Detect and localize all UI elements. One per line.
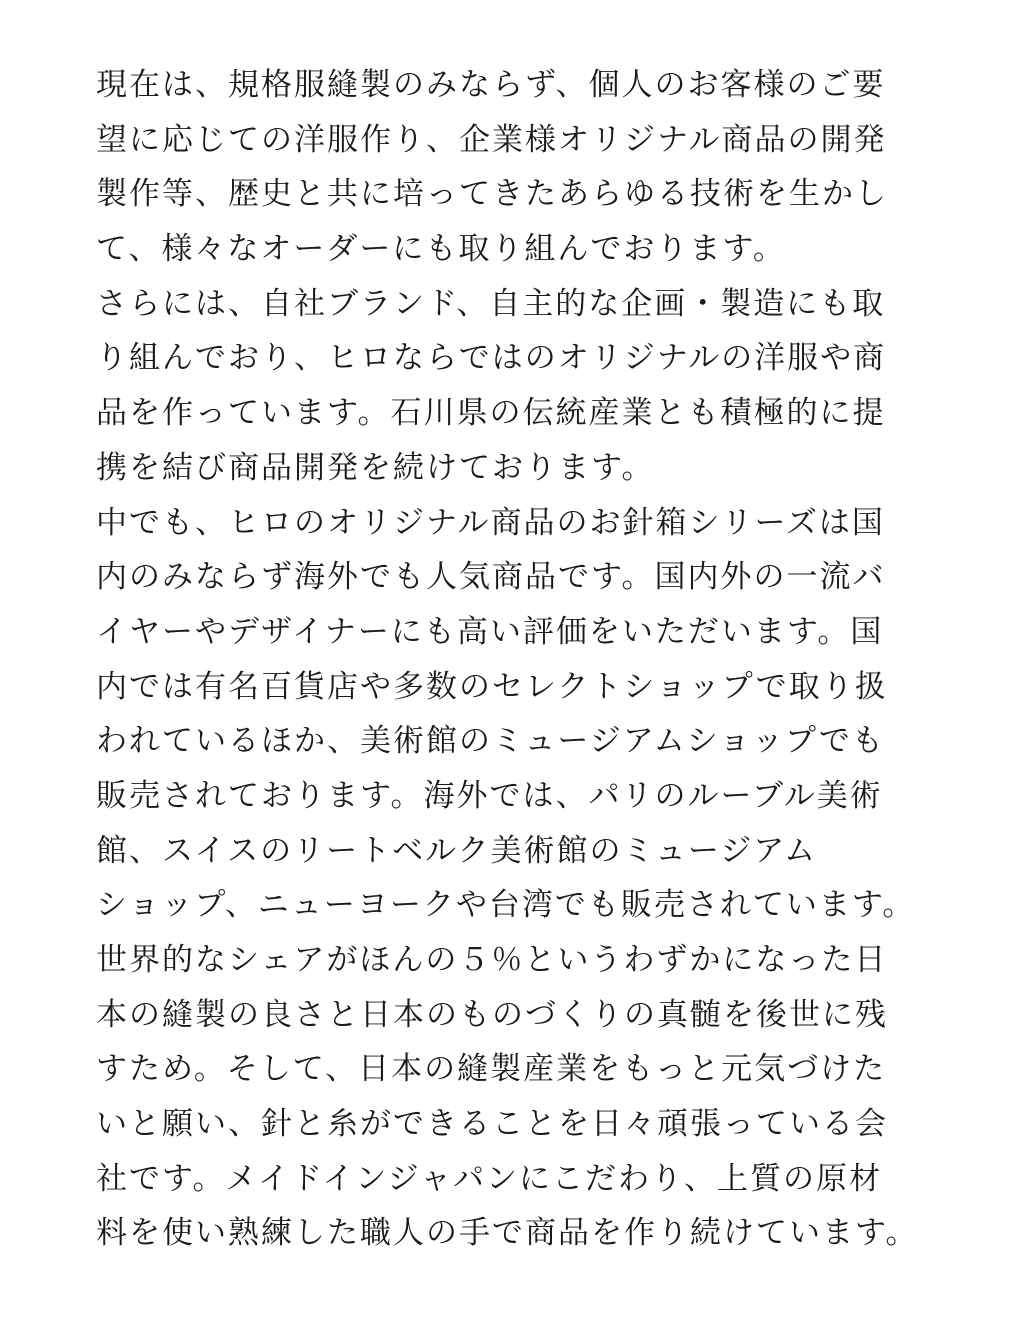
text-line: 本の縫製の良さと日本のものづくりの真髄を後世に残 (96, 996, 888, 1033)
text-line: り組んでおり、ヒロならではのオリジナルの洋服や商 (96, 340, 887, 377)
text-line: ショップ、ニューヨークや台湾でも販売されています。 (96, 887, 916, 924)
text-line: いと願い、針と糸ができることを日々頑張っている会 (96, 1106, 888, 1143)
text-line: さらには、自社ブランド、自主的な企画・製造にも取 (96, 285, 886, 322)
article-body (96, 58, 956, 1261)
text-line: 望に応じての洋服作り、企業様オリジナル商品の開発 (96, 121, 887, 158)
text-line: 品を作っています。石川県の伝統産業とも積極的に提 (96, 395, 886, 432)
text-line: 販売されております。海外では、パリのルーブル美術 (96, 777, 883, 814)
text-line: 製作等、歴史と共に培ってきたあらゆる技術を生かし (96, 176, 888, 213)
text-line: 現在は、規格服縫製のみならず、個人のお客様のご要 (96, 67, 886, 103)
text-line: 中でも、ヒロのオリジナル商品のお針箱シリーズは国 (96, 504, 885, 541)
text-line: 世界的なシェアがほんの５％というわずかになった日 (96, 942, 888, 978)
text-line: 内のみならず海外でも人気商品です。国内外の一流バ (96, 559, 886, 596)
text-line: 料を使い熟練した職人の手で商品を作り続けています。 (96, 1215, 919, 1252)
text-line: 内では有名百貨店や多数のセレクトショップで取り扱 (96, 668, 888, 705)
text-line: 館、スイスのリートベルク美術館のミュージアム (96, 832, 818, 869)
text-line: 社です。メイドインジャパンにこだわり、上質の原材 (96, 1160, 882, 1197)
text-line: イヤーやデザイナーにも高い評価をいただいます。国 (96, 613, 884, 650)
text-line: すため。そして、日本の縫製産業をもっと元気づけた (96, 1051, 887, 1088)
text-line: われているほか、美術館のミュージアムショップでも (96, 723, 885, 760)
text-line: 携を結び商品開発を続けております。 (96, 449, 655, 486)
text-line: て、様々なオーダーにも取り組んでおります。 (96, 231, 786, 268)
